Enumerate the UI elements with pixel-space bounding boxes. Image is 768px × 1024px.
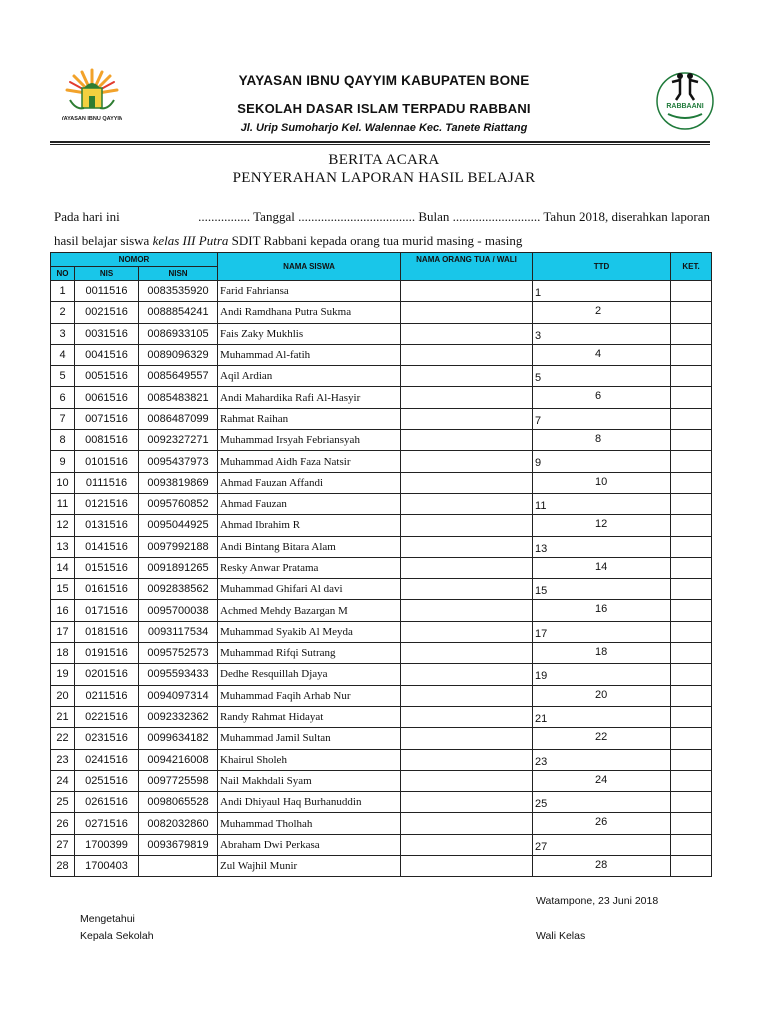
row-parent-name <box>401 451 533 472</box>
row-no: 19 <box>51 664 75 685</box>
row-nis: 0031516 <box>75 323 139 344</box>
row-nisn: 0083535920 <box>139 281 218 302</box>
row-signature <box>533 749 671 770</box>
row-remarks <box>671 557 712 578</box>
row-student-name: Andi Bintang Bitara Alam <box>218 536 401 557</box>
row-student-name: Muhammad Tholhah <box>218 813 401 834</box>
row-signature <box>533 834 671 855</box>
row-signature <box>533 706 671 727</box>
document-subtitle: PENYERAHAN LAPORAN HASIL BELAJAR <box>232 170 536 186</box>
row-nisn: 0095760852 <box>139 493 218 514</box>
signature-number: 5 <box>535 372 542 385</box>
row-student-name: Muhammad Al-fatih <box>218 344 401 365</box>
table-row <box>51 621 712 642</box>
row-parent-name <box>401 685 533 706</box>
row-signature <box>533 472 671 493</box>
row-remarks <box>671 493 712 514</box>
signature-number: 26 <box>595 816 608 829</box>
table-row <box>51 323 712 344</box>
row-nis: 0041516 <box>75 344 139 365</box>
signature-number: 21 <box>535 712 548 725</box>
row-parent-name <box>401 813 533 834</box>
right-logo-label: RABBAANI <box>666 103 704 110</box>
header-ket: KET. <box>671 253 712 281</box>
row-nisn: 0093819869 <box>139 472 218 493</box>
row-parent-name <box>401 749 533 770</box>
row-no: 13 <box>51 536 75 557</box>
row-student-name: Aqil Ardian <box>218 366 401 387</box>
table-row <box>51 792 712 813</box>
row-nis: 0251516 <box>75 770 139 791</box>
row-nis: 0201516 <box>75 664 139 685</box>
row-nis: 0171516 <box>75 600 139 621</box>
table-row <box>51 451 712 472</box>
table-row <box>51 770 712 791</box>
row-signature <box>533 451 671 472</box>
signature-number: 1 <box>535 287 542 299</box>
row-parent-name <box>401 408 533 429</box>
row-parent-name <box>401 770 533 791</box>
row-no: 7 <box>51 408 75 429</box>
row-nisn: 0086487099 <box>139 408 218 429</box>
signature-number: 7 <box>535 414 542 427</box>
row-nis: 1700399 <box>75 834 139 855</box>
row-nis: 0221516 <box>75 706 139 727</box>
row-remarks <box>671 856 712 877</box>
table-row <box>51 643 712 664</box>
row-remarks <box>671 685 712 706</box>
table-row <box>51 706 712 727</box>
signature-number: 17 <box>535 627 548 640</box>
intro-line-2 <box>54 233 710 249</box>
row-no: 16 <box>51 600 75 621</box>
signature-number: 12 <box>595 518 608 531</box>
row-no: 3 <box>51 323 75 344</box>
row-remarks <box>671 792 712 813</box>
row-signature <box>533 493 671 514</box>
row-no: 21 <box>51 706 75 727</box>
row-signature <box>533 813 671 834</box>
row-no: 11 <box>51 493 75 514</box>
row-remarks <box>671 728 712 749</box>
row-signature <box>533 536 671 557</box>
table-row <box>51 387 712 408</box>
row-nisn: 0099634182 <box>139 728 218 749</box>
header-nama-ortu: NAMA ORANG TUA / WALI <box>401 253 533 281</box>
signature-number: 28 <box>595 859 608 872</box>
signature-number: 13 <box>535 542 548 555</box>
signature-number: 9 <box>535 457 542 470</box>
row-student-name: Muhammad Irsyah Febriansyah <box>218 430 401 451</box>
header-divider <box>50 141 710 143</box>
row-no: 15 <box>51 579 75 600</box>
row-nis: 0111516 <box>75 472 139 493</box>
table-row <box>51 536 712 557</box>
row-signature <box>533 408 671 429</box>
school-address: Jl. Urip Sumoharjo Kel. Walennae Kec. Tanete Riattang <box>240 122 528 134</box>
row-nisn: 0093117534 <box>139 621 218 642</box>
row-nisn: 0094216008 <box>139 749 218 770</box>
row-student-name: Zul Wajhil Munir <box>218 856 401 877</box>
row-remarks <box>671 579 712 600</box>
row-remarks <box>671 749 712 770</box>
row-nis: 0191516 <box>75 643 139 664</box>
table-row <box>51 685 712 706</box>
signature-number: 25 <box>535 798 548 811</box>
row-no: 9 <box>51 451 75 472</box>
row-no: 10 <box>51 472 75 493</box>
signature-number: 15 <box>535 585 548 598</box>
row-nisn: 0095700038 <box>139 600 218 621</box>
row-no: 5 <box>51 366 75 387</box>
row-remarks <box>671 706 712 727</box>
signature-number: 6 <box>595 390 602 403</box>
row-parent-name <box>401 856 533 877</box>
row-nisn: 0091891265 <box>139 557 218 578</box>
row-nisn: 0098065528 <box>139 792 218 813</box>
row-nis: 0131516 <box>75 515 139 536</box>
row-no: 24 <box>51 770 75 791</box>
signature-number: 4 <box>595 347 602 360</box>
row-nis: 0121516 <box>75 493 139 514</box>
row-student-name: Muhammad Aidh Faza Natsir <box>218 451 401 472</box>
row-parent-name <box>401 366 533 387</box>
table-row <box>51 813 712 834</box>
row-no: 4 <box>51 344 75 365</box>
row-student-name: Ahmad Fauzan <box>218 493 401 514</box>
signature-number: 19 <box>535 670 548 683</box>
row-no: 6 <box>51 387 75 408</box>
row-no: 28 <box>51 856 75 877</box>
row-signature <box>533 770 671 791</box>
signature-number: 10 <box>595 475 608 488</box>
row-student-name: Resky Anwar Pratama <box>218 557 401 578</box>
row-signature <box>533 664 671 685</box>
row-no: 20 <box>51 685 75 706</box>
row-nisn: 0095752573 <box>139 643 218 664</box>
row-nisn: 0092327271 <box>139 430 218 451</box>
row-nis: 1700403 <box>75 856 139 877</box>
row-remarks <box>671 430 712 451</box>
row-remarks <box>671 536 712 557</box>
table-row <box>51 749 712 770</box>
row-signature <box>533 515 671 536</box>
row-student-name: Muhammad Jamil Sultan <box>218 728 401 749</box>
row-parent-name <box>401 344 533 365</box>
row-signature <box>533 621 671 642</box>
row-signature <box>533 557 671 578</box>
row-parent-name <box>401 493 533 514</box>
header-divider-thin <box>50 144 710 145</box>
intro-date-fill: ................ Tanggal .................................... Bulan ........................... Tahun 2018, diserahkan laporan <box>198 209 710 224</box>
row-no: 23 <box>51 749 75 770</box>
row-parent-name <box>401 834 533 855</box>
signature-number: 2 <box>595 305 602 318</box>
row-nis: 0161516 <box>75 579 139 600</box>
row-remarks <box>671 621 712 642</box>
row-nis: 0051516 <box>75 366 139 387</box>
homeroom-label: Wali Kelas <box>536 930 586 942</box>
row-nisn: 0086933105 <box>139 323 218 344</box>
row-parent-name <box>401 557 533 578</box>
student-rows <box>51 281 712 877</box>
row-remarks <box>671 813 712 834</box>
row-parent-name <box>401 728 533 749</box>
signature-number: 8 <box>595 433 602 446</box>
row-nisn: 0097725598 <box>139 770 218 791</box>
row-no: 18 <box>51 643 75 664</box>
knowing-label: Mengetahui <box>80 913 135 925</box>
table-row <box>51 472 712 493</box>
row-student-name: Khairul Sholeh <box>218 749 401 770</box>
row-student-name: Andi Ramdhana Putra Sukma <box>218 302 401 323</box>
row-nis: 0151516 <box>75 557 139 578</box>
row-remarks <box>671 515 712 536</box>
row-parent-name <box>401 600 533 621</box>
signature-number: 20 <box>595 688 608 701</box>
row-nisn: 0085649557 <box>139 366 218 387</box>
row-remarks <box>671 600 712 621</box>
header-nisn: NISN <box>139 267 218 281</box>
row-nisn: 0088854241 <box>139 302 218 323</box>
row-signature <box>533 685 671 706</box>
student-table <box>50 252 712 877</box>
row-nisn <box>139 856 218 877</box>
row-no: 2 <box>51 302 75 323</box>
row-nisn: 0095044925 <box>139 515 218 536</box>
row-nis: 0021516 <box>75 302 139 323</box>
row-signature <box>533 600 671 621</box>
row-student-name: Muhammad Faqih Arhab Nur <box>218 685 401 706</box>
signature-number: 14 <box>595 560 608 573</box>
row-parent-name <box>401 792 533 813</box>
row-nis: 0101516 <box>75 451 139 472</box>
row-nis: 0071516 <box>75 408 139 429</box>
table-row <box>51 408 712 429</box>
table-row <box>51 281 712 302</box>
row-nisn: 0092332362 <box>139 706 218 727</box>
row-nisn: 0092838562 <box>139 579 218 600</box>
row-remarks <box>671 323 712 344</box>
row-no: 17 <box>51 621 75 642</box>
row-parent-name <box>401 430 533 451</box>
header-ttd: TTD <box>533 253 671 281</box>
header-no: NO <box>51 267 75 281</box>
table-row <box>51 579 712 600</box>
row-student-name: Muhammad Syakib Al Meyda <box>218 621 401 642</box>
signature-number: 24 <box>595 773 608 786</box>
header-nama-siswa: NAMA SISWA <box>218 253 401 281</box>
row-remarks <box>671 664 712 685</box>
signature-number: 16 <box>595 603 608 616</box>
row-nis: 0241516 <box>75 749 139 770</box>
row-student-name: Andi Dhiyaul Haq Burhanuddin <box>218 792 401 813</box>
table-row <box>51 366 712 387</box>
row-student-name: Randy Rahmat Hidayat <box>218 706 401 727</box>
row-nisn: 0097992188 <box>139 536 218 557</box>
row-no: 26 <box>51 813 75 834</box>
signature-number: 3 <box>535 329 542 342</box>
row-no: 22 <box>51 728 75 749</box>
row-signature <box>533 366 671 387</box>
table-row <box>51 856 712 877</box>
intro-suffix: SDIT Rabbani kepada orang tua murid masing - masing <box>231 233 523 248</box>
row-signature <box>533 281 671 302</box>
row-nis: 0231516 <box>75 728 139 749</box>
row-remarks <box>671 366 712 387</box>
row-parent-name <box>401 323 533 344</box>
row-nis: 0061516 <box>75 387 139 408</box>
table-row <box>51 493 712 514</box>
row-student-name: Nail Makhdali Syam <box>218 770 401 791</box>
row-parent-name <box>401 281 533 302</box>
row-signature <box>533 856 671 877</box>
row-no: 14 <box>51 557 75 578</box>
table-row <box>51 664 712 685</box>
row-remarks <box>671 451 712 472</box>
row-signature <box>533 430 671 451</box>
row-remarks <box>671 387 712 408</box>
row-student-name: Andi Mahardika Rafi Al-Hasyir <box>218 387 401 408</box>
row-signature <box>533 579 671 600</box>
row-remarks <box>671 472 712 493</box>
row-student-name: Ahmad Ibrahim R <box>218 515 401 536</box>
row-parent-name <box>401 579 533 600</box>
intro-prefix: hasil belajar siswa <box>54 233 150 248</box>
signature-number: 23 <box>535 755 548 768</box>
table-row <box>51 728 712 749</box>
row-remarks <box>671 770 712 791</box>
row-nis: 0081516 <box>75 430 139 451</box>
signature-number: 18 <box>595 646 608 659</box>
signature-number: 27 <box>535 840 548 853</box>
row-nis: 0261516 <box>75 792 139 813</box>
row-nis: 0211516 <box>75 685 139 706</box>
table-row <box>51 600 712 621</box>
row-student-name: Farid Fahriansa <box>218 281 401 302</box>
row-nisn: 0085483821 <box>139 387 218 408</box>
row-signature <box>533 323 671 344</box>
school-name: SEKOLAH DASAR ISLAM TERPADU RABBANI <box>237 101 531 116</box>
row-nisn: 0093679819 <box>139 834 218 855</box>
row-student-name: Muhammad Rifqi Sutrang <box>218 643 401 664</box>
intro-day-label: Pada hari ini <box>54 209 120 224</box>
row-student-name: Abraham Dwi Perkasa <box>218 834 401 855</box>
row-student-name: Muhammad Ghifari Al davi <box>218 579 401 600</box>
row-remarks <box>671 344 712 365</box>
row-signature <box>533 387 671 408</box>
row-student-name: Achmed Mehdy Bazargan M <box>218 600 401 621</box>
signature-number: 22 <box>595 731 608 744</box>
row-parent-name <box>401 515 533 536</box>
principal-label: Kepala Sekolah <box>80 930 154 942</box>
row-nis: 0011516 <box>75 281 139 302</box>
table-row <box>51 344 712 365</box>
row-student-name: Ahmad Fauzan Affandi <box>218 472 401 493</box>
row-nis: 0141516 <box>75 536 139 557</box>
row-nisn: 0095593433 <box>139 664 218 685</box>
row-nisn: 0089096329 <box>139 344 218 365</box>
header-nis: NIS <box>75 267 139 281</box>
row-no: 27 <box>51 834 75 855</box>
row-nis: 0181516 <box>75 621 139 642</box>
row-nisn: 0082032860 <box>139 813 218 834</box>
row-parent-name <box>401 536 533 557</box>
row-student-name: Rahmat Raihan <box>218 408 401 429</box>
left-logo-label: YAYASAN IBNU QAYYIM <box>62 116 122 122</box>
row-parent-name <box>401 621 533 642</box>
row-parent-name <box>401 387 533 408</box>
row-no: 8 <box>51 430 75 451</box>
row-nis: 0271516 <box>75 813 139 834</box>
row-signature <box>533 643 671 664</box>
row-student-name: Dedhe Resquillah Djaya <box>218 664 401 685</box>
place-date: Watampone, 23 Juni 2018 <box>536 895 659 907</box>
class-name: kelas III Putra <box>152 233 229 248</box>
document-title: BERITA ACARA <box>328 152 440 168</box>
table-row <box>51 302 712 323</box>
header-nomor: NOMOR <box>51 253 218 267</box>
table-row <box>51 515 712 536</box>
table-row <box>51 430 712 451</box>
row-remarks <box>671 643 712 664</box>
row-no: 1 <box>51 281 75 302</box>
row-signature <box>533 302 671 323</box>
intro-line-1 <box>54 209 710 225</box>
table-row <box>51 557 712 578</box>
signature-number: 11 <box>535 499 547 512</box>
row-nisn: 0094097314 <box>139 685 218 706</box>
row-parent-name <box>401 472 533 493</box>
row-no: 25 <box>51 792 75 813</box>
row-no: 12 <box>51 515 75 536</box>
row-parent-name <box>401 643 533 664</box>
row-signature <box>533 344 671 365</box>
row-remarks <box>671 302 712 323</box>
row-parent-name <box>401 664 533 685</box>
row-student-name: Fais Zaky Mukhlis <box>218 323 401 344</box>
row-remarks <box>671 408 712 429</box>
table-row <box>51 834 712 855</box>
foundation-name: YAYASAN IBNU QAYYIM KABUPATEN BONE <box>238 73 530 88</box>
row-parent-name <box>401 706 533 727</box>
row-parent-name <box>401 302 533 323</box>
row-remarks <box>671 834 712 855</box>
row-remarks <box>671 281 712 302</box>
row-signature <box>533 792 671 813</box>
row-signature <box>533 728 671 749</box>
row-nisn: 0095437973 <box>139 451 218 472</box>
